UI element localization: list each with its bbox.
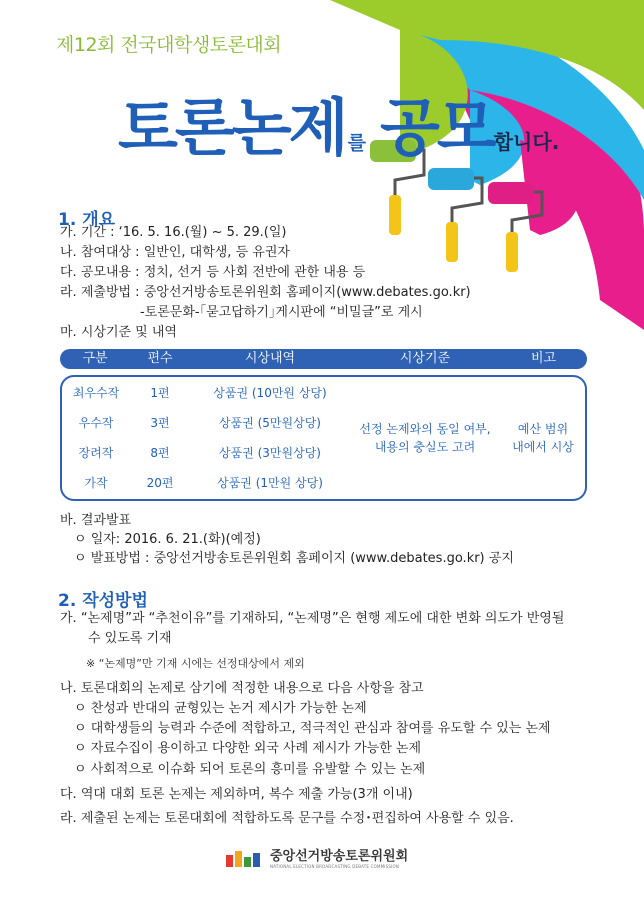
row-rank: 우수작 — [78, 416, 114, 430]
guideline-bullet-2: ㅇ 대학생들의 능력과 수준에 적합하고, 적극적인 관심과 참여를 유도할 수 있는 논제 — [74, 721, 551, 736]
award-table-body — [60, 375, 587, 501]
headline-tail: 합니다. — [493, 130, 560, 154]
guideline-bullet-3: ㅇ 자료수집이 용이하고 다양한 외국 사례 제시가 가능한 논제 — [74, 741, 422, 756]
headline — [118, 78, 559, 167]
criteria-line-2: 내용의 충실도 고려 — [374, 440, 476, 454]
row-prize: 상품권 (5만원상당) — [219, 416, 321, 430]
headline-topic: 토론논제 — [118, 91, 346, 164]
criteria-line-1: 선정 논제와의 동일 여부, — [359, 422, 491, 436]
guideline-da: 다. 역대 대회 토론 논제는 제외하며, 복수 제출 가능(3개 이내) — [60, 787, 413, 802]
row-count: 8편 — [150, 446, 170, 460]
header-prize: 시상내역 — [244, 351, 296, 366]
row-rank: 최우수작 — [72, 386, 120, 400]
header-category: 구분 — [82, 351, 108, 366]
commission-logo-icon — [226, 851, 264, 869]
submission-board-line: -토론문화-｢묻고답하기｣게시판에 “비밀글”로 게시 — [140, 305, 423, 320]
headline-contest: 공모 — [379, 91, 494, 164]
results-title: 바. 결과발표 — [60, 513, 132, 528]
row-rank: 가작 — [84, 476, 108, 490]
row-prize: 상품권 (1만원 상당) — [217, 476, 323, 490]
headline-particle: 를 — [347, 132, 366, 154]
note-line-1: 예산 범위 — [517, 422, 569, 436]
row-count: 20편 — [146, 476, 174, 490]
commission-logo — [226, 850, 408, 869]
section1-heading: 1. 개요 — [58, 210, 116, 230]
row-count: 1편 — [150, 386, 170, 400]
note-line-2: 내에서 시상 — [512, 440, 574, 454]
header-criteria: 시상기준 — [399, 351, 451, 366]
header-count: 편수 — [147, 351, 173, 366]
section2-heading: 2. 작성방법 — [58, 591, 148, 611]
award-table-header — [60, 349, 587, 369]
guideline-ga-2: 수 있도록 기재 — [88, 631, 172, 646]
content-line: 다. 공모내용 : 정치, 선거 등 사회 전반에 관한 내용 등 — [60, 265, 366, 280]
submission-line: 라. 제출방법 : 중앙선거방송토론위원회 홈페이지(www.debates.go.kr) — [60, 285, 471, 300]
participants-line: 나. 참여대상 : 일반인, 대학생, 등 유권자 — [60, 245, 290, 260]
award-criteria-line: 마. 시상기준 및 내역 — [60, 325, 177, 340]
row-rank: 장려작 — [78, 446, 114, 460]
guideline-bullet-1: ㅇ 찬성과 반대의 균형있는 논거 제시가 가능한 논제 — [74, 701, 367, 716]
blue-paint-roller-icon — [428, 168, 482, 262]
commission-name: 중앙선거방송토론위원회 — [270, 849, 409, 864]
row-prize: 상품권 (10만원 상당) — [213, 386, 327, 400]
guideline-ra: 라. 제출된 논제는 토론대회에 적합하도록 문구를 수정･편집하여 사용할 수 있음. — [60, 811, 514, 826]
event-title: 제12회 전국대학생토론대회 — [56, 34, 282, 56]
header-note: 비고 — [530, 351, 557, 366]
guideline-na: 나. 토론대회의 논제로 삼기에 적정한 내용으로 다음 사항을 참고 — [60, 681, 424, 696]
results-method: ㅇ 발표방법 : 중앙선거방송토론위원회 홈페이지 (www.debates.go.kr) 공지 — [74, 551, 514, 566]
guideline-ga-1: 가. “논제명”과 “추천이유”를 기재하되, “논제명”은 현행 제도에 대한 변화 의도가 반영될 — [60, 611, 565, 626]
row-count: 3편 — [150, 416, 170, 430]
commission-subtitle: NATIONAL ELECTION BROADCASTING DEBATE COMMISSION — [270, 864, 400, 869]
row-prize: 상품권 (3만원상당) — [219, 446, 321, 460]
results-date: ㅇ 일자: 2016. 6. 21.(화)(예정) — [74, 532, 261, 547]
period-line: 가. 기간 : ‘16. 5. 16.(월) ~ 5. 29.(일) — [60, 225, 287, 240]
guideline-bullet-4: ㅇ 사회적으로 이슈화 되어 토론의 흥미를 유발할 수 있는 논제 — [74, 762, 426, 777]
guideline-ga-note: ※ “논제명”만 기재 시에는 선정대상에서 제외 — [86, 657, 305, 670]
